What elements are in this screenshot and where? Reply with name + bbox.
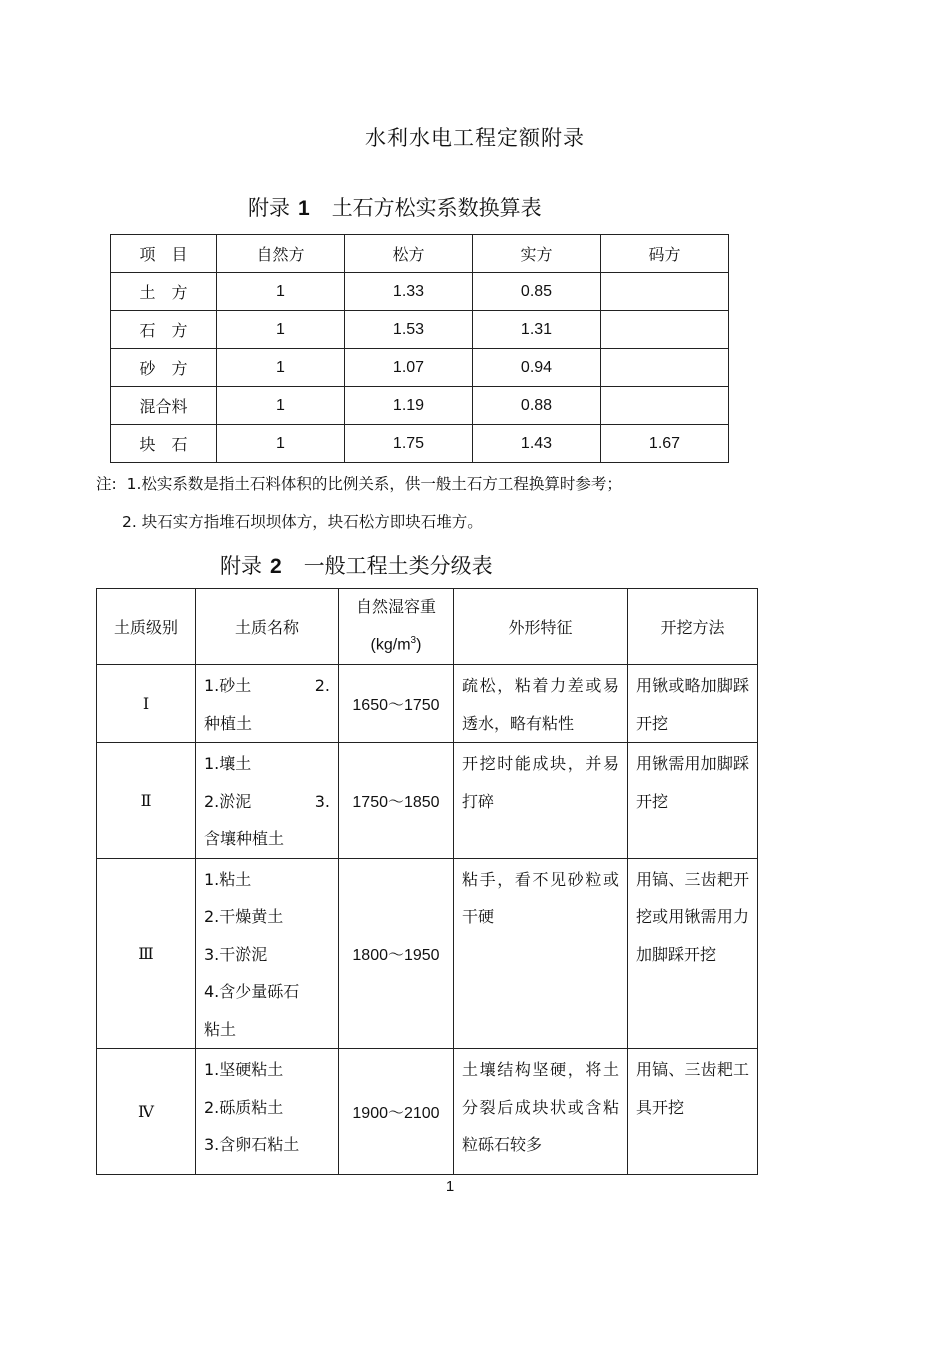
grade-cell: Ⅰ <box>97 665 196 743</box>
cell-loose: 1.19 <box>345 387 473 425</box>
header-stacked: 码方 <box>601 235 729 273</box>
cell-compacted: 0.85 <box>473 273 601 311</box>
table-row <box>97 743 758 859</box>
table-row <box>111 273 729 311</box>
table-row <box>111 311 729 349</box>
shape-cell: 粘手，看不见砂粒或干硬 <box>454 858 628 1049</box>
header-density-line1: 自然湿容重 <box>355 597 436 617</box>
cell-stacked <box>601 387 729 425</box>
table-row <box>111 387 729 425</box>
appendix2-title: 一般工程土类分级表 <box>303 554 493 578</box>
header-grade: 土质级别 <box>97 589 196 665</box>
document-title: 水利水电工程定额附录 <box>365 126 585 150</box>
density-cell: 1900～2100 <box>339 1049 454 1175</box>
header-item: 项 目 <box>111 235 217 273</box>
appendix2-number: 2 <box>270 555 282 578</box>
header-density-unit: $(kg/m^3)$ <box>370 635 422 654</box>
table-row <box>111 349 729 387</box>
grade-cell: Ⅳ <box>97 1049 196 1175</box>
soil-names-cell: 1.壤土 2.淤泥 3. 含壤种植土 <box>196 743 339 859</box>
cell-stacked <box>601 311 729 349</box>
header-method: 开挖方法 <box>628 589 758 665</box>
cell-stacked: 1.67 <box>601 425 729 463</box>
method-cell: 用镐、三齿耙工具开挖 <box>628 1049 758 1175</box>
cell-stacked <box>601 273 729 311</box>
cell-compacted: 1.43 <box>473 425 601 463</box>
header-density <box>339 589 454 665</box>
appendix2-label: 附录 <box>220 554 262 578</box>
cell-natural: 1 <box>217 349 345 387</box>
table-row <box>97 665 758 743</box>
method-cell: 用锹或略加脚踩开挖 <box>628 665 758 743</box>
header-name: 土质名称 <box>196 589 339 665</box>
table-row <box>97 858 758 1049</box>
appendix1-number: 1 <box>298 197 310 220</box>
header-natural: 自然方 <box>217 235 345 273</box>
note-2: 2. 块石实方指堆石坝坝体方，块石松方即块石堆方。 <box>122 513 483 531</box>
cell-compacted: 1.31 <box>473 311 601 349</box>
density-cell: 1800～1950 <box>339 858 454 1049</box>
cell-natural: 1 <box>217 311 345 349</box>
soil-names-cell: 1.粘土 2.干燥黄土 3.干淤泥 4.含少量砾石 粘土 <box>196 858 339 1049</box>
page-number: 1 <box>445 1178 455 1195</box>
cell-natural: 1 <box>217 387 345 425</box>
method-cell: 用锹需用加脚踩开挖 <box>628 743 758 859</box>
table-row <box>111 425 729 463</box>
soil-names-cell: 1.砂土 2. 种植土 <box>196 665 339 743</box>
cell-compacted: 0.88 <box>473 387 601 425</box>
method-cell: 用镐、三齿耙开挖或用锹需用力加脚踩开挖 <box>628 858 758 1049</box>
appendix1-title: 土石方松实系数换算表 <box>331 196 542 220</box>
cell-natural: 1 <box>217 425 345 463</box>
appendix1-label: 附录 <box>248 196 290 220</box>
row-name: 土 方 <box>111 273 217 311</box>
cell-loose: 1.33 <box>345 273 473 311</box>
soil-names-cell: 1.坚硬粘土 2.砾质粘土 3.含卵石粘土 <box>196 1049 339 1175</box>
density-cell: 1750～1850 <box>339 743 454 859</box>
soil-classification-table <box>96 588 758 1175</box>
table-row <box>97 1049 758 1175</box>
table-header-row <box>111 235 729 273</box>
shape-cell: 土壤结构坚硬，将土分裂后成块状或含粘粒砾石较多 <box>454 1049 628 1175</box>
row-name: 混合料 <box>111 387 217 425</box>
cell-loose: 1.75 <box>345 425 473 463</box>
header-compacted: 实方 <box>473 235 601 273</box>
row-name: 块 石 <box>111 425 217 463</box>
header-loose: 松方 <box>345 235 473 273</box>
cell-loose: 1.07 <box>345 349 473 387</box>
grade-cell: Ⅲ <box>97 858 196 1049</box>
header-shape: 外形特征 <box>454 589 628 665</box>
note-prefix: 注: <box>96 475 117 493</box>
row-name: 砂 方 <box>111 349 217 387</box>
cell-compacted: 0.94 <box>473 349 601 387</box>
grade-cell: Ⅱ <box>97 743 196 859</box>
cell-stacked <box>601 349 729 387</box>
table-header-row <box>97 589 758 665</box>
cell-loose: 1.53 <box>345 311 473 349</box>
note-1-text: 1.松实系数是指土石料体积的比例关系，供一般土石方工程换算时参考； <box>126 475 622 493</box>
row-name: 石 方 <box>111 311 217 349</box>
density-cell: 1650～1750 <box>339 665 454 743</box>
appendix2-heading <box>220 550 493 580</box>
shape-cell: 疏松，粘着力差或易透水，略有粘性 <box>454 665 628 743</box>
cell-natural: 1 <box>217 273 345 311</box>
appendix1-heading <box>248 192 542 222</box>
conversion-table <box>110 234 729 463</box>
shape-cell: 开挖时能成块，并易打碎 <box>454 743 628 859</box>
note-1 <box>96 472 622 494</box>
